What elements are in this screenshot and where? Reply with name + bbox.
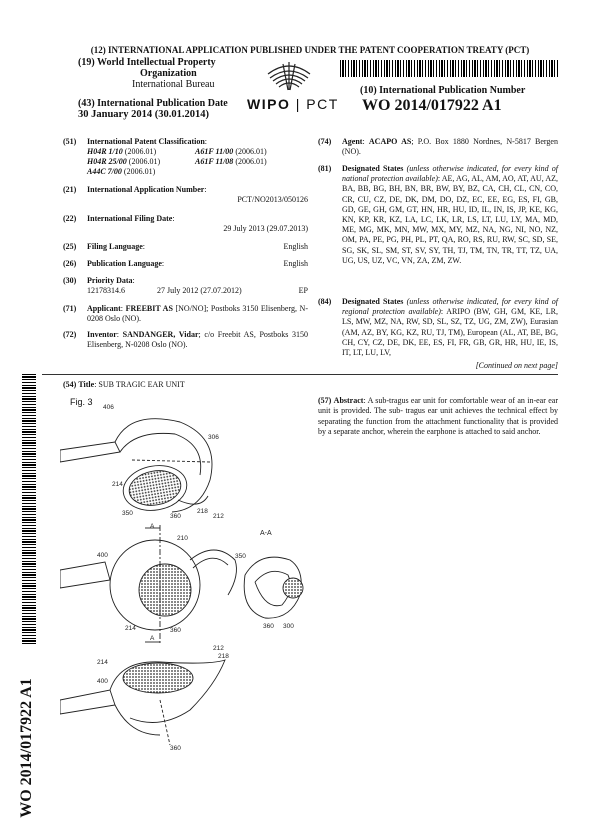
agent-address: ; P.O. Box 1880 Nordnes, N-5817 Bergen (NO). [342, 137, 558, 157]
ref-400: 400 [97, 678, 108, 685]
filing-date-num: (22) [63, 214, 77, 223]
app-number-label: International Application Number [87, 185, 205, 194]
title-num: (54) [63, 380, 77, 389]
continued-note: [Continued on next page] [475, 361, 558, 370]
designated-states-num: (81) [318, 164, 332, 173]
pub-date-label: (43) International Publication Date [78, 98, 228, 109]
abstract-num: (57) [318, 396, 332, 405]
wipo-wordmark: WIPO [247, 96, 291, 112]
earphone-view-top [60, 419, 212, 515]
ipc-code: H04R 25/00 [87, 157, 127, 167]
section-a-a-label: A-A [260, 530, 272, 537]
title-label: Title [78, 380, 95, 389]
agent-label: Agent [342, 137, 363, 146]
title-section: (54) Title: SUB TRAGIC EAR UNIT [63, 380, 185, 389]
earphone-view-bottom [60, 660, 225, 745]
pub-number-label: (10) International Publication Number [360, 85, 526, 96]
priority-date: 27 July 2012 (27.07.2012) [157, 286, 242, 296]
pub-date: 30 January 2014 (30.01.2014) [78, 109, 209, 120]
regional-states-label: Designated States [342, 297, 404, 306]
designated-states-list: AE, AG, AL, AM, AO, AT, AU, AZ, BA, BB, BG, BH, BN, BR, BW, BY, BZ, CA, CH, CL, CN, CO, CR, CU, CZ, DE, DK, DM, DO, DZ, EC, EE, EG, ES, FI, GB, GD, GE, GH, GM, GT, HN, HR, HU, ID, IL, IN, IS, JP, KE, KG, KN, KP, KR, KZ, LA, LC, LK, LR, LS, LT, LU, LY, MA, MD, ME, MG, MK, MN, MW, MX, MY, MZ, NA, NG, NI, NO, NZ, OM, PA, PE, PG, PH, PL, PT, QA, RO, RS, RU, RW, SC, SD, SE, SG, SK, SL, SM, ST, SV, SY, TH, TJ, TM, TN, TR, TT, TZ, UA, UG, US, UZ, VC, VN, ZA, ZM, ZW. [342, 174, 559, 265]
designated-states-note: (unless otherwise indicated, for every kind of national protection available) [342, 164, 558, 184]
applicant-num: (71) [63, 304, 77, 313]
ipc-label: International Patent Classification [87, 137, 205, 146]
ipc-code: A61F 11/00 [195, 147, 234, 157]
ref-214: 214 [112, 481, 123, 488]
filing-language-label: Filing Language [87, 242, 143, 251]
app-number-value: PCT/NO2013/050126 [237, 195, 308, 205]
ref-212: 212 [213, 513, 224, 520]
ipc-date: (2006.01) [235, 157, 267, 167]
ref-400: 400 [97, 552, 108, 559]
regional-states-list: ARIPO (BW, GH, GM, KE, LR, LS, MW, MZ, NA, RW, SD, SL, SZ, TZ, UG, ZM, ZW), Eurasian (AM, AZ, BY, KG, KZ, RU, TJ, TM), European (AL, AT, BE, BG, CH, CY, CZ, DE, DK, EE, ES, FI, FR, GB, GR, HR, HU, IE, IS, IT, LT, LU, LV, [342, 307, 558, 358]
regional-states-note: (unless otherwise indicated, for every kind of regional protection available) [342, 297, 558, 317]
ref-214: 214 [97, 659, 108, 666]
filing-language-value: English [283, 242, 308, 251]
ipc-date: (2006.01) [124, 147, 157, 157]
office-block [78, 57, 263, 90]
pub-language-value: English [283, 259, 308, 268]
priority-number: 12178314.6 [87, 286, 125, 296]
figure-drawing [60, 400, 330, 810]
pct-title: (12) INTERNATIONAL APPLICATION PUBLISHED UNDER THE PATENT COOPERATION TREATY (PCT) [90, 45, 530, 55]
abstract-section: (57) Abstract: A sub-tragus ear unit for comfortable wear of an in-ear ear unit is provided. The sub- tragus ear unit achieves the technical effect by separating the function from the attachment functionality that is provided by a separate anchor, wherein the earphone is attached to said anchor. [318, 396, 559, 437]
applicant-address: [NO/NO]; Postboks 3150 Elisenberg, N-0208 Oslo (NO). [87, 304, 308, 324]
ipc-date: (2006.01) [128, 157, 161, 167]
pub-language-label: Publication Language [87, 259, 162, 268]
filing-date-label: International Filing Date [87, 214, 173, 223]
inventor-num: (72) [63, 330, 77, 339]
applicant-name: FREEBIT AS [125, 304, 173, 313]
inventor-address: ; c/o Freebit AS, Postboks 3150 Elisenberg, N-0208 Oslo (NO). [87, 330, 309, 350]
inventor-label: Inventor [87, 330, 117, 339]
wipo-logo-icon [252, 60, 326, 98]
app-number-num: (21) [63, 185, 77, 194]
ipc-date: (2006.01) [235, 147, 267, 157]
agent-name: ACAPO AS [368, 137, 412, 146]
side-pub-number: WO 2014/017922 A1 [18, 678, 35, 818]
top-barcode [340, 60, 558, 77]
ref-406: 406 [103, 404, 114, 411]
designated-states-label: Designated States [342, 164, 404, 173]
priority-num: (30) [63, 276, 77, 285]
ipc-date: (2006.01) [123, 167, 156, 177]
office-code: (19) [78, 57, 95, 68]
pct-wordmark: PCT [306, 96, 339, 112]
ref-210: 210 [177, 535, 188, 542]
office-name: World Intellectual Property [97, 57, 216, 68]
priority-office: EP [298, 286, 308, 296]
applicant-label: Applicant [87, 304, 121, 313]
section-a-bottom: A [150, 635, 155, 642]
ipc-code: H04R 1/10 [87, 147, 123, 157]
office-name-2: Organization [140, 68, 197, 79]
wipo-pct-logo: WIPO | PCT [247, 96, 339, 112]
abstract-text: A sub-tragus ear unit for comfortable wear of an in-ear ear unit is provided. The sub- tragus ear unit achieves the technical effect by separating the function from the attachment functionality that is provided by a separate anchor, wherein the earphone is attached to said anchor. [318, 396, 559, 437]
inventor-name: SANDANGER, Vidar [122, 330, 199, 339]
ref-218: 218 [197, 508, 208, 515]
side-barcode [22, 372, 36, 644]
section-a-top: A [150, 523, 155, 530]
ipc-code: A61F 11/08 [195, 157, 234, 167]
office-bureau: International Bureau [132, 79, 215, 90]
ref-214: 214 [125, 625, 136, 632]
ref-300: 300 [283, 623, 294, 630]
ipc-code: A44C 7/00 [87, 167, 122, 177]
regional-states-num: (84) [318, 297, 332, 306]
priority-label: Priority Data [87, 276, 133, 285]
filing-language-num: (25) [63, 242, 77, 251]
divider [42, 374, 558, 375]
filing-date-value: 29 July 2013 (29.07.2013) [223, 224, 308, 234]
pub-number: WO 2014/017922 A1 [362, 97, 502, 114]
ref-350: 350 [235, 553, 246, 560]
ipc-num: (51) [63, 137, 77, 146]
ref-212: 212 [213, 645, 224, 652]
title-value: SUB TRAGIC EAR UNIT [98, 380, 185, 389]
ref-360: 360 [170, 513, 181, 520]
ref-350: 350 [122, 510, 133, 517]
figure-caption: Fig. 3 [70, 397, 93, 407]
ref-360: 360 [170, 745, 181, 752]
pub-date-block [78, 98, 228, 120]
ref-306: 306 [208, 434, 219, 441]
agent-num: (74) [318, 137, 332, 146]
abstract-label: Abstract [333, 396, 364, 405]
ref-360: 360 [263, 623, 274, 630]
pub-language-num: (26) [63, 259, 77, 268]
ref-360: 360 [170, 627, 181, 634]
ref-218: 218 [218, 653, 229, 660]
